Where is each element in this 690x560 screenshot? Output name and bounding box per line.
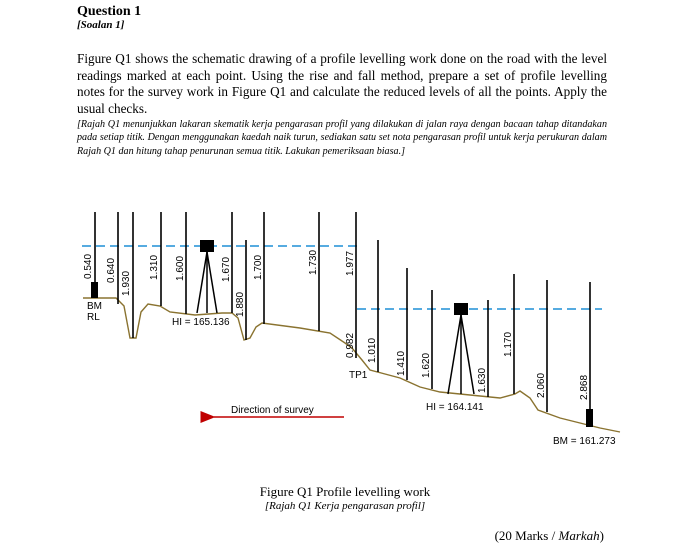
reading-label-5: 1.600 bbox=[175, 255, 186, 281]
staff-group bbox=[95, 212, 590, 427]
reading-label-15: 1.630 bbox=[477, 367, 488, 393]
bm-post-start bbox=[91, 282, 98, 298]
reading-label-12: 1.010 bbox=[367, 337, 378, 363]
reading-label-9: 1.730 bbox=[308, 249, 319, 275]
question-text-malay: [Rajah Q1 menunjukkan lakaran skematik kerja pengarasan profil yang dilakukan di jalan raya dengan bacaan tahap ditandakan pada setiap titik. Dengan menggunakan kaedah naik turun, sediakan satu set nota pengarasan profil untuk kerja perukuran dalam Rajah Q1 dan hitung tahap penurunan semua titik. Lakukan pemeriksaan biasa.] bbox=[77, 119, 607, 157]
reading-label-3: 1.930 bbox=[121, 270, 132, 296]
bm-label: BM bbox=[87, 301, 102, 312]
reading-label-14: 1.620 bbox=[421, 352, 432, 378]
reading-label-2: 0.640 bbox=[106, 257, 117, 283]
reading-label-1: 0.540 bbox=[83, 253, 94, 279]
reading-label-13: 1.410 bbox=[396, 350, 407, 376]
marks-close: ) bbox=[599, 528, 604, 543]
reading-label-6: 1.670 bbox=[221, 256, 232, 282]
bm-post-end bbox=[586, 409, 593, 427]
marks-malay: Markah bbox=[558, 528, 600, 543]
question-subtitle: [Soalan 1] bbox=[77, 19, 125, 31]
question-title: Question 1 bbox=[77, 4, 142, 19]
rl-label: RL bbox=[87, 312, 100, 323]
marks-value: (20 Marks / bbox=[494, 528, 559, 543]
level-instrument-1 bbox=[197, 240, 217, 313]
reading-label-16: 1.170 bbox=[503, 331, 514, 357]
question-text-english: Figure Q1 shows the schematic drawing of a profile levelling work done on the road with the level readings marked at each point. Using the rise and fall method, prepare a set of profile levelling notes for the survey work in Figure Q1 and calculate the reduced levels of all the points. Apply the usual checks. bbox=[77, 51, 607, 116]
ground-profile-line bbox=[83, 298, 620, 432]
reading-label-17: 2.060 bbox=[536, 372, 547, 398]
reading-label-4: 1.310 bbox=[149, 254, 160, 280]
hi1-label: HI = 165.136 bbox=[172, 317, 230, 328]
reading-label-10: 1.977 bbox=[345, 250, 356, 276]
hi2-label: HI = 164.141 bbox=[426, 402, 484, 413]
direction-label: Direction of survey bbox=[231, 405, 314, 416]
figure-caption-malay: [Rajah Q1 Kerja pengarasan profil] bbox=[264, 500, 426, 512]
reading-label-18: 2.868 bbox=[579, 374, 590, 400]
bm-end-label: BM = 161.273 bbox=[553, 436, 616, 447]
reading-label-7: 1.880 bbox=[235, 291, 246, 317]
marks-allocation bbox=[495, 528, 604, 544]
reading-label-11: 0.982 bbox=[345, 332, 356, 358]
figure-caption-english: Figure Q1 Profile levelling work bbox=[259, 484, 431, 499]
tp1-label: TP1 bbox=[349, 370, 368, 381]
reading-label-8: 1.700 bbox=[253, 254, 264, 280]
level-instrument-2 bbox=[448, 303, 474, 394]
